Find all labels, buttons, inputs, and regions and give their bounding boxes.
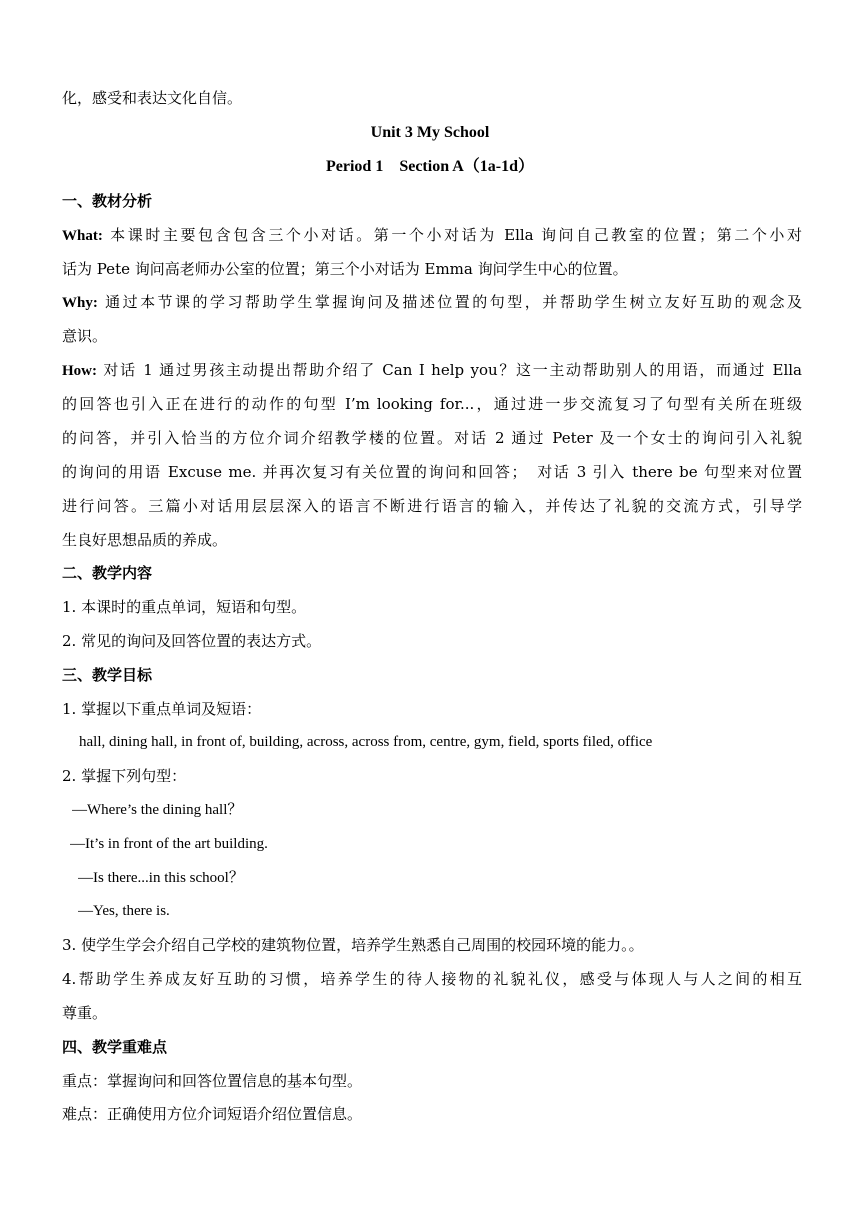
content-item-2: 2. 常见的询问及回答位置的表达方式。 xyxy=(62,632,322,650)
difficult-point-text: 难点：正确使用方位介词短语介绍位置信息。 xyxy=(62,1105,363,1123)
document-title: Unit 3 My School xyxy=(370,124,490,141)
sentence-pattern-2: —It’s in front of the art building. xyxy=(70,836,268,852)
how-text-1: 对话 1 通过男孩主动提出帮助介绍了 Can I help you？这一主动帮助别人的用语，而通过 Ella xyxy=(97,361,802,379)
how-paragraph-line-3: 的问答，并引入恰当的方位介词介绍教学楼的位置。对话 2 通过 Peter 及一个女士的询问引入礼貌 xyxy=(62,429,802,447)
how-paragraph-line-1 xyxy=(62,360,802,381)
section-heading-content: 二、教学内容 xyxy=(62,564,153,582)
how-paragraph-line-5: 进行问答。三篇小对话用层层深入的语言不断进行语言的输入，并传达了礼貌的交流方式，引导学 xyxy=(62,497,802,515)
section-heading-objectives: 三、教学目标 xyxy=(62,666,153,684)
objective-item-4-line-1: 4.帮助学生养成友好互助的习惯，培养学生的待人接物的礼貌礼仪，感受与体现人与人之间的相互 xyxy=(62,970,802,988)
intro-tail-text: 化，感受和表达文化自信。 xyxy=(62,89,243,107)
why-text-1: 通过本节课的学习帮助学生掌握询问及描述位置的句型，并帮助学生树立友好互助的观念及 xyxy=(97,293,802,311)
content-item-1: 1. 本课时的重点单词，短语和句型。 xyxy=(62,598,307,616)
what-text-1: 本课时主要包含包含三个小对话。第一个小对话为 Ella 询问自己教室的位置；第二个小对 xyxy=(102,226,802,244)
section-heading-key-points: 四、教学重难点 xyxy=(62,1038,168,1056)
why-paragraph-line-1 xyxy=(62,292,802,313)
objective-item-1: 1. 掌握以下重点单词及短语： xyxy=(62,700,262,718)
how-paragraph-line-6: 生良好思想品质的养成。 xyxy=(62,531,228,549)
vocabulary-list: hall, dining hall, in front of, building, across, across from, centre, gym, field, sports filed, office xyxy=(79,734,653,750)
sentence-pattern-1: —Where’s the dining hall？ xyxy=(72,802,243,818)
how-label: How: xyxy=(62,363,97,379)
what-paragraph-line-2: 话为 Pete 询问高老师办公室的位置；第三个小对话为 Emma 询问学生中心的位置。 xyxy=(62,260,628,278)
document-subtitle: Period 1 Section A（1a-1d） xyxy=(326,158,534,175)
objective-item-2: 2. 掌握下列句型： xyxy=(62,767,187,785)
section-heading-analysis: 一、教材分析 xyxy=(62,192,153,210)
what-paragraph-line-1 xyxy=(62,225,802,246)
sentence-pattern-4: —Yes, there is. xyxy=(78,903,170,919)
objective-item-3: 3. 使学生学会介绍自己学校的建筑物位置，培养学生熟悉自己周围的校园环境的能力。。 xyxy=(62,936,644,954)
what-label: What: xyxy=(62,228,103,244)
why-label: Why: xyxy=(62,295,98,311)
how-paragraph-line-2: 的回答也引入正在进行的动作的句型 I’m looking for...，通过进一步交流复习了句型有关所在班级 xyxy=(62,395,802,413)
key-point-text: 重点：掌握询问和回答位置信息的基本句型。 xyxy=(62,1072,363,1090)
why-paragraph-line-2: 意识。 xyxy=(62,327,108,345)
sentence-pattern-3: —Is there...in this school？ xyxy=(78,870,244,886)
objective-item-4-line-2: 尊重。 xyxy=(62,1004,108,1022)
how-paragraph-line-4: 的询问的用语 Excuse me. 并再次复习有关位置的询问和回答； 对话 3 引入 there be 句型来对位置 xyxy=(62,463,802,481)
